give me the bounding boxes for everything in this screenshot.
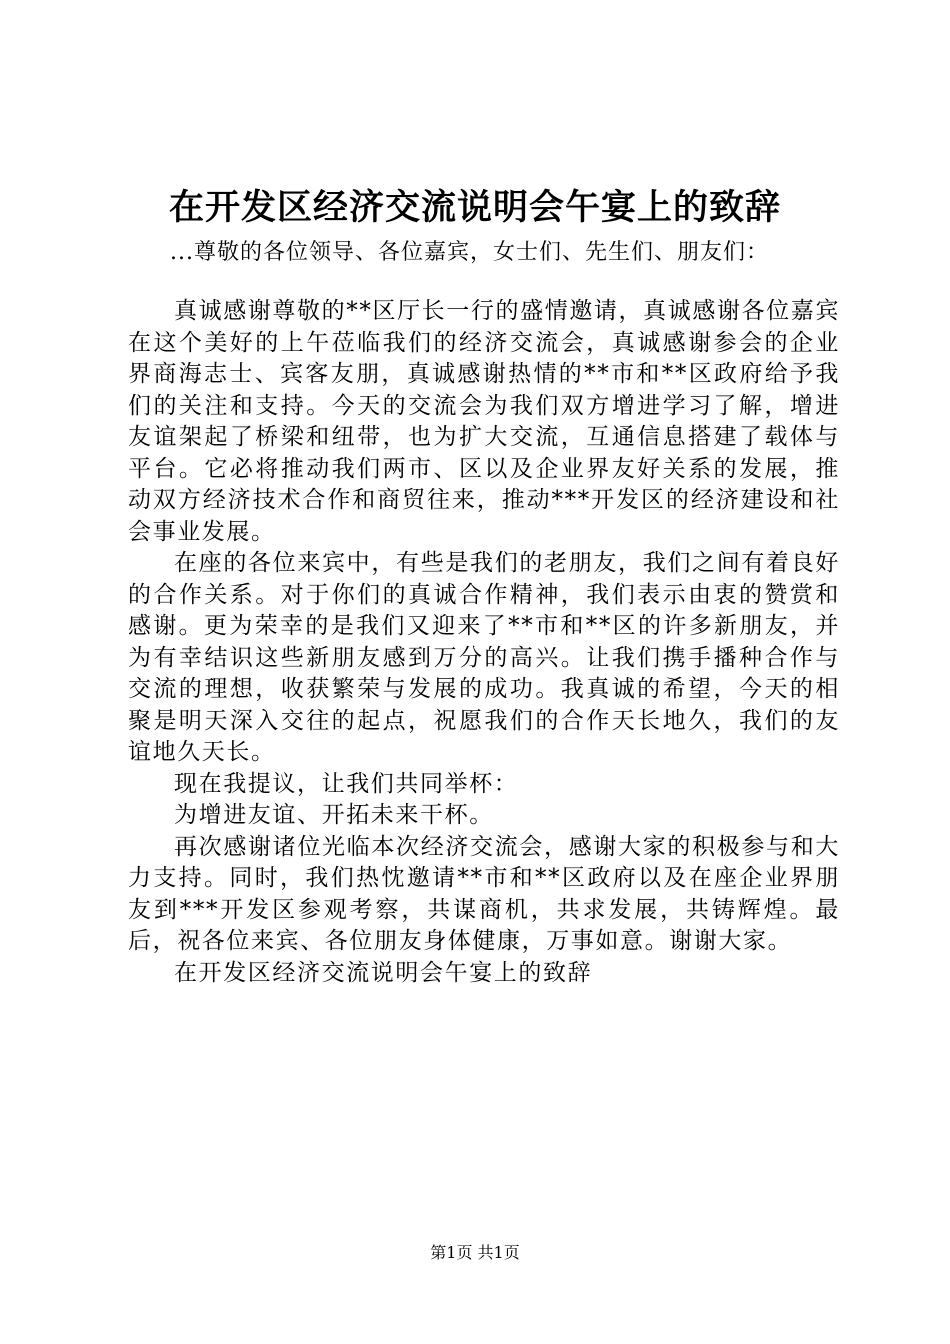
paragraph: 真诚感谢尊敬的**区厅长一行的盛情邀请，真诚感谢各位嘉宾在这个美好的上午莅临我们的经济交流会，真诚感谢参会的企业界商海志士、宾客友朋，真诚感谢热情的**市和**区政府给予我们的关注和支持。今天的交流会为我们双方增进学习了解，增进友谊架起了桥梁和纽带，也为扩大交流，互通信息搭建了载体与平台。它必将推动我们两市、区以及企业界友好关系的发展，推动双方经济技术合作和商贸往来，推动***开发区的经济建设和社会事业发展。 xyxy=(128,298,840,545)
paragraph: 为增进友谊、开拓未来干杯。 xyxy=(174,802,494,828)
paragraph: 现在我提议，让我们共同举杯： xyxy=(174,770,519,797)
page-number-footer: 第1页 共1页 xyxy=(430,1243,520,1262)
document-body xyxy=(128,296,840,989)
paragraph: 在座的各位来宾中，有些是我们的老朋友，我们之间有着良好的合作关系。对于你们的真诚合作精神，我们表示由衷的赞赏和感谢。更为荣幸的是我们又迎来了**市和**区的许多新朋友，并为有幸结识这些新朋友感到万分的高兴。让我们携手播种合作与交流的理想，收获繁荣与发展的成功。我真诚的希望，今天的相聚是明天深入交往的起点，祝愿我们的合作天长地久，我们的友谊地久天长。 xyxy=(128,550,840,765)
closing-title-line: 在开发区经济交流说明会午宴上的致辞 xyxy=(174,959,593,986)
paragraph: 再次感谢诸位光临本次经济交流会，感谢大家的积极参与和大力支持。同时，我们热忱邀请**市和**区政府以及在座企业界朋友到***开发区参观考察，共谋商机，共求发展，共铸辉煌。最后，祝各位来宾、各位朋友身体健康，万事如意。谢谢大家。 xyxy=(128,833,840,954)
document-title: 在开发区经济交流说明会午宴上的致辞 xyxy=(168,187,781,228)
salutation-line: ...尊敬的各位领导、各位嘉宾，女士们、先生们、朋友们： xyxy=(170,240,769,265)
